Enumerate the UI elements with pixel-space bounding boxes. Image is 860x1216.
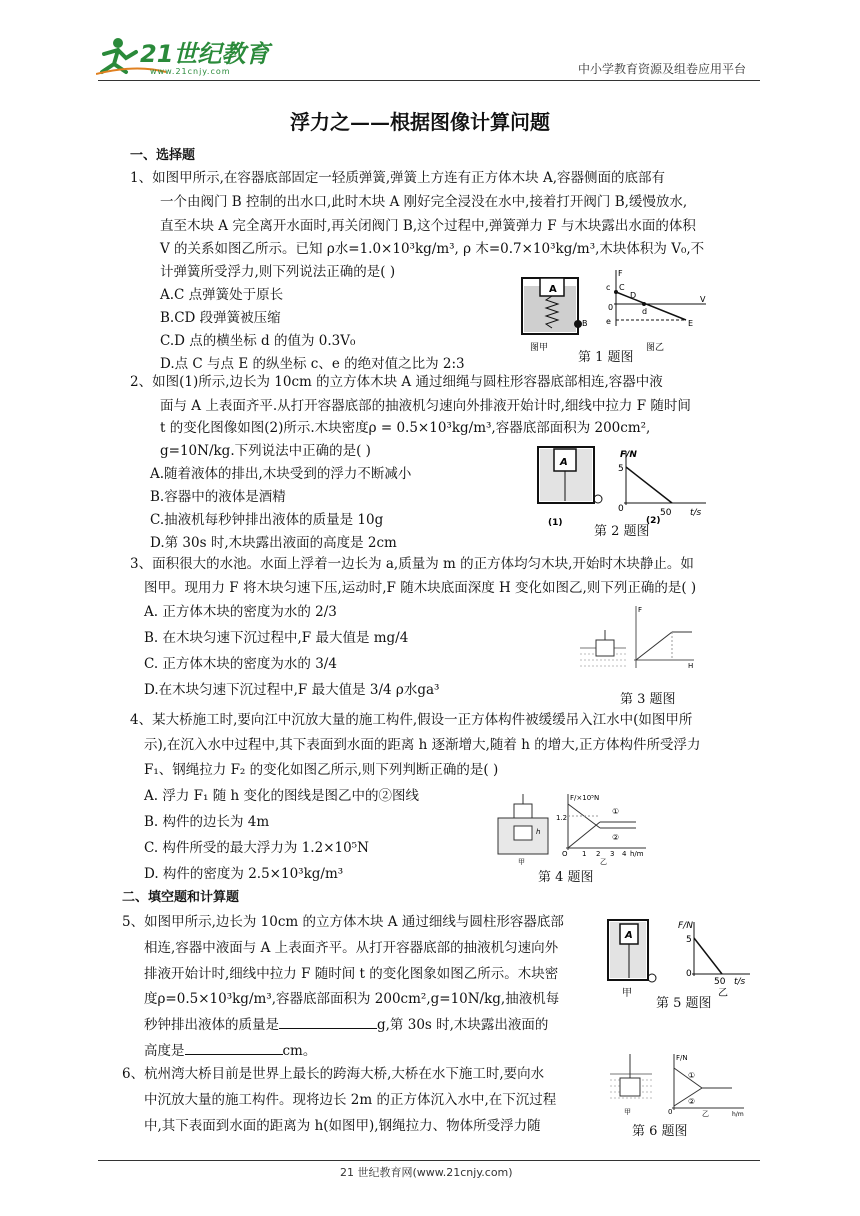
q3-option-d: D.在木块匀速下沉过程中,F 最大值是 3/4 ρ水ga³ [144,682,440,698]
fig-label: F/N [678,921,693,931]
q2-line: t 的变化图像如图(2)所示.木块密度ρ = 0.5×10³kg/m³,容器底部面积为 200cm², [160,420,651,436]
fig-label: h/m [732,1111,744,1118]
logo-text: 21世纪教育 [140,40,270,68]
q5-line: 相连,容器中液面与 A 上表面齐平。从打开容器底部的抽液机匀速向外 [144,940,559,956]
fig-label: 3 [610,850,615,858]
q5-line-answer1 [144,1016,548,1033]
fig-label: A [560,457,568,468]
fig-label: D [630,291,637,300]
fig-label: 0 [668,1108,673,1116]
fig-label: 50 [660,508,672,518]
fig-label: d [642,307,648,316]
fig-label: F/N [620,450,637,460]
q4-line: 4、某大桥施工时,要向江中沉放大量的施工构件,假设一正方体构件被缓缓吊入江水中(如图甲所 [130,712,693,728]
q2-option-a: A.随着液体的排出,木块受到的浮力不断减小 [150,466,412,482]
fig-label: t/s [690,508,702,518]
fig-label: 图甲 [530,343,549,353]
fig-label: H [688,662,694,670]
q3-option-c: C. 正方体木块的密度为水的 3/4 [144,656,337,672]
fig-label: 0 [608,303,614,312]
q2-option-c: C.抽液机每秒钟排出液体的质量是 10g [150,512,384,528]
fig-label: C [619,283,625,292]
q1-line: 1、如图甲所示,在容器底部固定一轻质弹簧,弹簧上方连有正方体木块 A,容器侧面的底部有 [130,170,666,186]
q5-line: 5、如图甲所示,边长为 10cm 的立方体木块 A 通过细线与圆柱形容器底部 [122,914,564,930]
fig-label: 5 [618,464,624,474]
fig-label: A [625,930,633,941]
fig-label: 甲 [622,988,632,999]
fig-label: h/m [630,850,644,858]
q4-line: F₁、钢绳拉力 F₂ 的变化如图乙所示,则下列判断正确的是( ) [144,762,499,778]
q5-blank-mass[interactable] [279,1016,377,1029]
footer-rule [98,1160,760,1161]
fig-label: ① [612,807,620,816]
q2-caption: 第 2 题图 [594,524,650,539]
q1-option-b: B.CD 段弹簧被压缩 [160,310,281,326]
platform-name: 中小学教育资源及组卷应用平台 [578,62,747,76]
q3-figure [576,602,706,682]
fig-label: 1 [582,850,587,858]
q3-line: 3、面积很大的水池。水面上浮着一边长为 a,质量为 m 的正方体均匀木块,开始时木块静止。如 [130,556,694,572]
q4-option-b: B. 构件的边长为 4m [144,814,270,830]
fig-label: ① [688,1071,696,1080]
q4-option-a: A. 浮力 F₁ 随 h 变化的图线是图乙中的②图线 [144,788,419,804]
q5-text: cm。 [282,1043,317,1059]
fig-label: 乙 [718,988,728,999]
q3-option-b: B. 在木块匀速下沉过程中,F 最大值是 mg/4 [144,630,409,646]
q1-option-d: D.点 C 与点 E 的纵坐标 c、e 的绝对值之比为 2:3 [160,356,465,372]
fig-label: F [638,606,643,614]
fig-label: O [562,850,568,858]
fig-label: h [536,828,541,836]
fig-label: 乙 [702,1110,709,1118]
fig-label: ② [688,1097,696,1106]
q3-caption: 第 3 题图 [620,692,676,707]
q5-blank-height[interactable] [185,1042,283,1055]
page-title: 浮力之——根据图像计算问题 [290,110,550,134]
q1-option-a: A.C 点弹簧处于原长 [160,287,284,303]
q5-line: 度ρ=0.5×10³kg/m³,容器底部面积为 200cm²,g=10N/kg,抽液机每 [144,991,560,1007]
q1-caption: 第 1 题图 [578,350,634,365]
fig-label: ② [612,833,620,842]
section-heading-fill: 二、填空题和计算题 [122,890,240,905]
q5-caption: 第 5 题图 [656,996,712,1011]
q6-caption: 第 6 题图 [632,1124,688,1139]
q1-line: 一个由阀门 B 控制的出水口,此时木块 A 刚好完全浸没在水中,接着打开阀门 B,缓慢放水, [160,194,688,210]
fig-label: 0 [686,969,692,979]
fig-label: e [606,317,611,326]
q1-figure [516,264,716,354]
q3-line: 图甲。现用力 F 将木块匀速下压,运动时,F 随木块底面深度 H 变化如图乙,则下列正确的是( ) [144,580,697,596]
q5-line-answer2 [144,1042,316,1059]
fig-label: A [549,284,557,295]
q2-figure [534,443,714,527]
q4-line: 示),在沉入水中过程中,其下表面到水面的距离 h 逐渐增大,随着 h 的增大,正方体构件所受浮力 [144,737,701,753]
fig-label: t/s [734,977,746,987]
q2-option-b: B.容器中的液体是酒精 [150,489,286,505]
header-rule [98,80,760,81]
q4-caption: 第 4 题图 [538,870,594,885]
q2-option-d: D.第 30s 时,木块露出液面的高度是 2cm [150,535,397,551]
fig-label: E [688,319,694,328]
fig-label: 0 [618,504,624,514]
fig-label: 4 [622,850,627,858]
q1-option-c: C.D 点的横坐标 d 的值为 0.3V₀ [160,333,356,349]
q5-text: 秒钟排出液体的质量是 [144,1017,279,1033]
fig-label: F/×10⁵N [570,794,600,802]
fig-label: 50 [714,977,726,987]
fig-label: 2 [596,850,601,858]
fig-label: F [618,269,623,278]
q6-line: 中,其下表面到水面的距离为 h(如图甲),钢绳拉力、物体所受浮力随 [144,1118,541,1134]
q6-line: 中沉放大量的施工构件。现将边长 2m 的正方体沉入水中,在下沉过程 [144,1092,557,1108]
fig-label: F/N [676,1054,688,1062]
q6-figure [608,1050,748,1120]
q2-line: g=10N/kg.下列说法中正确的是( ) [160,443,371,459]
q1-line: 计弹簧所受浮力,则下列说法正确的是( ) [160,264,396,280]
fig-label: B [582,319,588,328]
fig-label: c [606,283,611,292]
fig-label: (1) [548,518,563,527]
fig-label: 甲 [518,858,525,866]
q4-option-c: C. 构件所受的最大浮力为 1.2×10⁵N [144,840,369,856]
fig-label: V [700,295,706,304]
logo-url: www.21cnjy.com [150,67,231,76]
q3-option-a: A. 正方体木块的密度为水的 2/3 [144,604,337,620]
fig-label: (2) [646,516,661,526]
q1-line: V 的关系如图乙所示。已知 ρ水=1.0×10³kg/m³, ρ 木=0.7×10³kg/m³,木块体积为 V₀,不 [160,241,705,257]
q4-figure [496,792,660,868]
fig-label: 图乙 [646,343,665,353]
fig-label: 乙 [600,858,607,866]
q1-line: 直至木块 A 完全离开水面时,再关闭阀门 B,这个过程中,弹簧弹力 F 与木块露出水面的体积 [160,218,696,234]
footer-text: 21 世纪教育网(www.21cnjy.com) [340,1166,513,1179]
q5-line: 排液开始计时,细线中拉力 F 随时间 t 的变化图象如图乙所示。木块密 [144,966,559,982]
section-heading-choice: 一、选择题 [130,148,196,163]
q2-line: 面与 A 上表面齐平.从打开容器底部的抽液机匀速向外排液开始计时,细线中拉力 F 随时间 [160,398,691,414]
q2-line: 2、如图(1)所示,边长为 10cm 的立方体木块 A 通过细绳与圆柱形容器底部相连,容器中液 [130,374,663,390]
q5-text: 高度是 [144,1043,185,1059]
q6-line: 6、杭州湾大桥目前是世界上最长的跨海大桥,大桥在水下施工时,要向水 [122,1066,545,1082]
fig-label: 1.2 [556,814,568,822]
q4-option-d: D. 构件的密度为 2.5×10³kg/m³ [144,866,344,882]
q5-text: g,第 30s 时,木块露出液面的 [377,1017,549,1033]
fig-label: 5 [686,935,692,945]
fig-label: 甲 [624,1108,631,1116]
